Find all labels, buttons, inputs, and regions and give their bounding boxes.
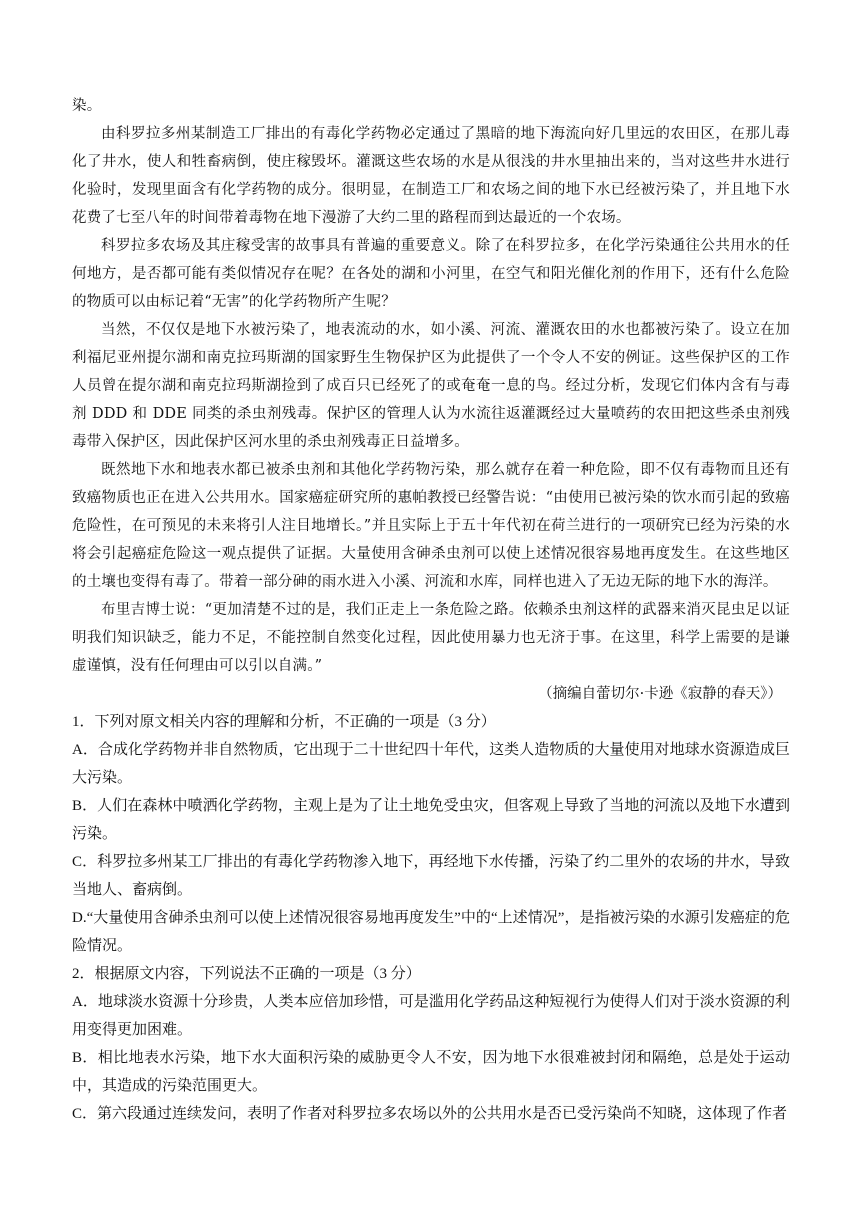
paragraph-surface-water: 当然，不仅仅是地下水被污染了，地表流动的水，如小溪、河流、灌溉农田的水也都被污染了。设立在加利福尼亚州提尔湖和南克拉玛斯湖的国家野生生物保护区为此提供了一个令人不安的例证。这些保护区的工作人员曾在提尔湖和南克拉玛斯湖捡到了成百只已经死了的或奄奄一息的鸟。经过分析，发现它们体内含有与毒剂 DDD 和 DDE 同类的杀虫剂残毒。保护区的管理人认为水流往返灌溉经过大量喷药的农田把这些杀虫剂残毒带入保护区，因此保护区河水里的杀虫剂残毒正日益增多。 — [72, 322, 790, 450]
option-a: A．地球淡水资源十分珍贵，人类本应倍加珍惜，可是滥用化学药品这种短视行为使得人们对于淡水资源的利用变得更加困难。 — [72, 994, 790, 1038]
option-d: D.“大量使用含砷杀虫剂可以使上述情况很容易地再度发生”中的“上述情况”，是指被污染的水源引发癌症的危险情况。 — [72, 910, 790, 954]
paragraph-colorado-factory: 由科罗拉多州某制造工厂排出的有毒化学药物必定通过了黑暗的地下海流向好几里远的农田区，在那儿毒化了井水，使人和牲畜病倒，使庄稼毁坏。灌溉这些农场的水是从很浅的井水里抽出来的，当对这些井水进行化验时，发现里面含有化学药物的成分。很明显，在制造工厂和农场之间的地下水已经被污染了，并且地下水花费了七至八年的时间带着毒物在地下漫游了大约二里的路程而到达最近的一个农场。 — [72, 126, 790, 226]
option-c: C．科罗拉多州某工厂排出的有毒化学药物渗入地下，再经地下水传播，污染了约二里外的农场的井水，导致当地人、畜病倒。 — [72, 854, 790, 898]
question-2 — [72, 960, 790, 1128]
document-page — [72, 92, 790, 1128]
option-a: A．合成化学药物并非自然物质，它出现于二十世纪四十年代，这类人造物质的大量使用对地球水资源造成巨大污染。 — [72, 742, 790, 786]
option-b: B．人们在森林中喷洒化学药物，主观上是为了让土地免受虫灾，但客观上导致了当地的河流以及地下水遭到污染。 — [72, 798, 790, 842]
paragraph-cancer-risk: 既然地下水和地表水都已被杀虫剂和其他化学药物污染，那么就存在着一种危险，即不仅有毒物而且还有致癌物质也正在进入公共用水。国家癌症研究所的惠帕教授已经警告说：“由使用已被污染的饮水而引起的致癌危险性，在可预见的未来将引人注目地增长。”并且实际上于五十年代初在荷兰进行的一项研究已经为污染的水将会引起癌症危险这一观点提供了证据。大量使用含砷杀虫剂可以使上述情况很容易地再度发生。在这些地区的土壤也变得有毒了。带着一部分砷的雨水进入小溪、河流和水库，同样也进入了无边无际的地下水的海洋。 — [72, 462, 790, 590]
question-stem: 2．根据原文内容，下列说法不正确的一项是（3 分） — [72, 966, 421, 982]
article-source: （摘编自蕾切尔·卡逊《寂静的春天》） — [538, 686, 782, 702]
question-1 — [72, 708, 790, 960]
option-b: B．相比地表水污染，地下水大面积污染的威胁更令人不安，因为地下水很难被封闭和隔绝，总是处于运动中，其造成的污染范围更大。 — [72, 1050, 790, 1094]
paragraph-dr-briggs-quote: 布里吉博士说：“更加清楚不过的是，我们正走上一条危险之路。依赖杀虫剂这样的武器来消灭昆虫足以证明我们知识缺乏，能力不足，不能控制自然变化过程，因此使用暴力也无济于事。在这里，科学上需要的是谦虚谨慎，没有任何理由可以引以自满。” — [72, 602, 790, 674]
option-c: C．第六段通过连续发问，表明了作者对科罗拉多农场以外的公共用水是否已受污染尚不知晓，这体现了作者 — [72, 1106, 788, 1122]
question-stem: 1．下列对原文相关内容的理解和分析，不正确的一项是（3 分） — [72, 714, 496, 730]
paragraph-colorado-significance: 科罗拉多农场及其庄稼受害的故事具有普遍的重要意义。除了在科罗拉多，在化学污染通往公共用水的任何地方，是否都可能有类似情况存在呢？在各处的湖和小河里，在空气和阳光催化剂的作用下，还有什么危险的物质可以由标记着“无害”的化学药物所产生呢？ — [72, 238, 790, 310]
paragraph-continuation: 染。 — [72, 98, 102, 114]
